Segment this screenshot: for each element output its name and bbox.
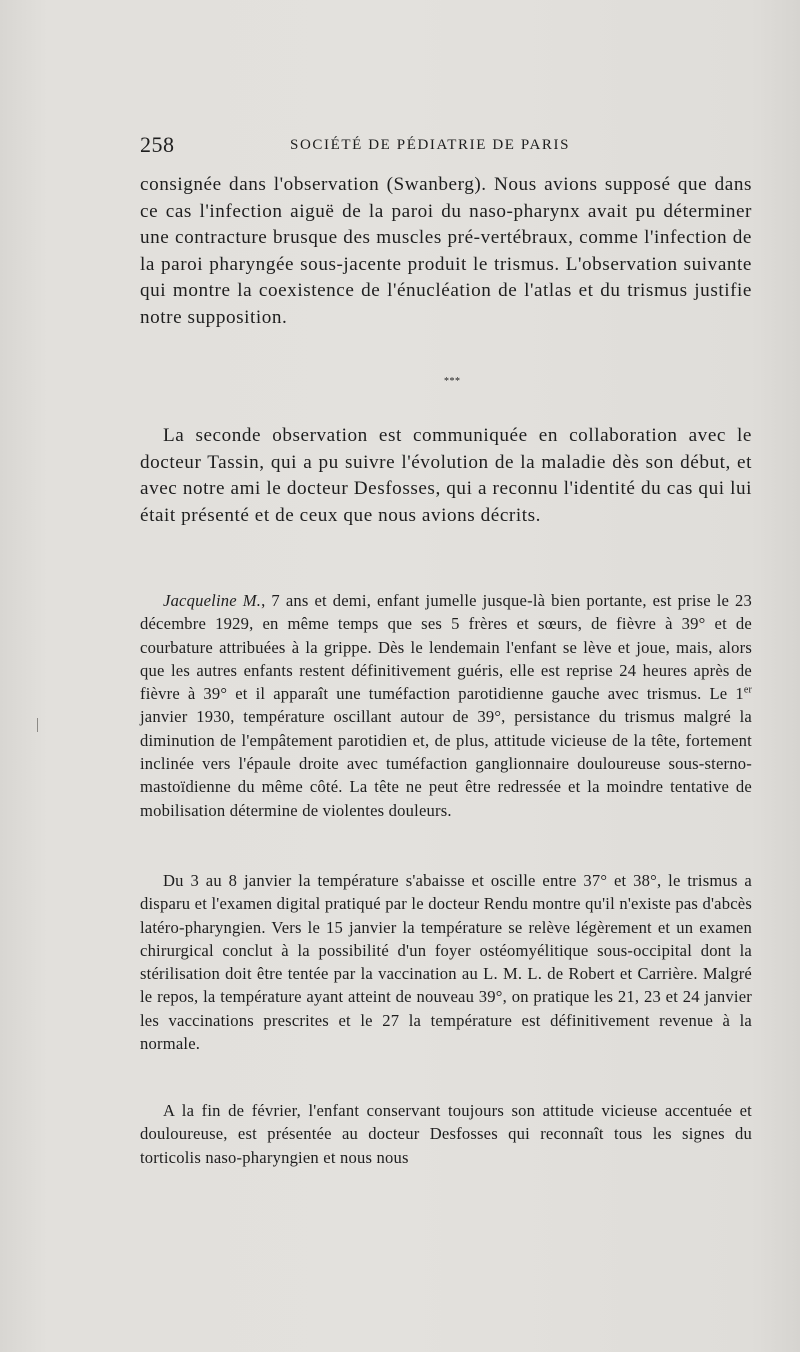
paragraph-1: consignée dans l'observation (Swanberg). Nous avions supposé que dans ce cas l'infection aiguë de la paroi du naso-pharynx avait pu déterminer une contracture brusque des muscles pré-vertébraux, comme l'infection de la paroi pharyngée sous-jacente produit le trismus. L'observation suivante qui montre la coexistence de l'énucléation de l'atlas et du trismus justifie notre supposition. [140,174,752,328]
running-head: SOCIÉTÉ DE PÉDIATRIE DE PARIS [290,137,571,153]
page-header [140,132,670,158]
observation-text-b: janvier 1930, température oscillant autour de 39°, persistance du trismus malgré la diminution de l'empâtement parotidien et, de plus, attitude vicieuse de la tête, fortement inclinée vers l'épaule droite avec tuméfaction ganglionnaire douloureuse sous-sterno-mastoïdienne du même côté. La tête ne peut être redressée et la moindre tentative de mobilisation détermine de violentes douleurs. [140,707,752,820]
observation-paragraph-1 [140,589,752,822]
margin-mark [37,718,38,732]
observation-paragraph-3: A la fin de février, l'enfant conservant toujours son attitude vicieuse accentuée et douloureuse, est présentée au docteur Desfosses qui reconnaît tous les signes du torticolis naso-pharyngien et nous nous [140,1101,752,1167]
page-number: 258 [140,132,175,157]
asterism-glyphs: * * * [444,376,460,387]
asterism-separator [432,376,472,410]
observation-paragraph-2: Du 3 au 8 janvier la température s'abaisse et oscille entre 37° et 38°, le trismus a disparu et l'examen digital pratiqué par le docteur Rendu montre qu'il n'existe pas d'abcès latéro-pharyngien. Vers le 15 janvier la température se relève légèrement et un examen chirurgical conclut à la possibilité d'un foyer ostéomyélitique sous-occipital dont la stérilisation doit être tentée par la vaccination au L. M. L. de Robert et Carrière. Malgré le repos, la température ayant atteint de nouveau 39°, on pratique les 21, 23 et 24 janvier les vaccinations prescrites et le 27 la température est définitivement revenue à la normale. [140,871,752,1054]
ordinal-superscript: er [743,684,752,696]
patient-name: Jacqueline M. [163,591,262,610]
observation-text-a: , 7 ans et demi, enfant jumelle jusque-là bien portante, est prise le 23 décembre 1929, en même temps que ses 5 frères et sœurs, de fièvre à 39° et de courbature attribuées à la grippe. Dès le lendemain l'enfant se lève et joue, mais, alors que les autres enfants restent définitivement guéris, elle est reprise 24 heures après de fièvre à 39° et il apparaît une tuméfaction parotidienne gauche avec trismus. Le 1 [140,591,753,704]
paragraph-2: La seconde observation est communiquée en collaboration avec le docteur Tassin, qui a pu suivre l'évolution de la maladie dès son début, et avec notre ami le docteur Desfosses, qui a reconnu l'identité du cas qui lui était présenté et de ceux que nous avions décrits. [140,425,752,526]
